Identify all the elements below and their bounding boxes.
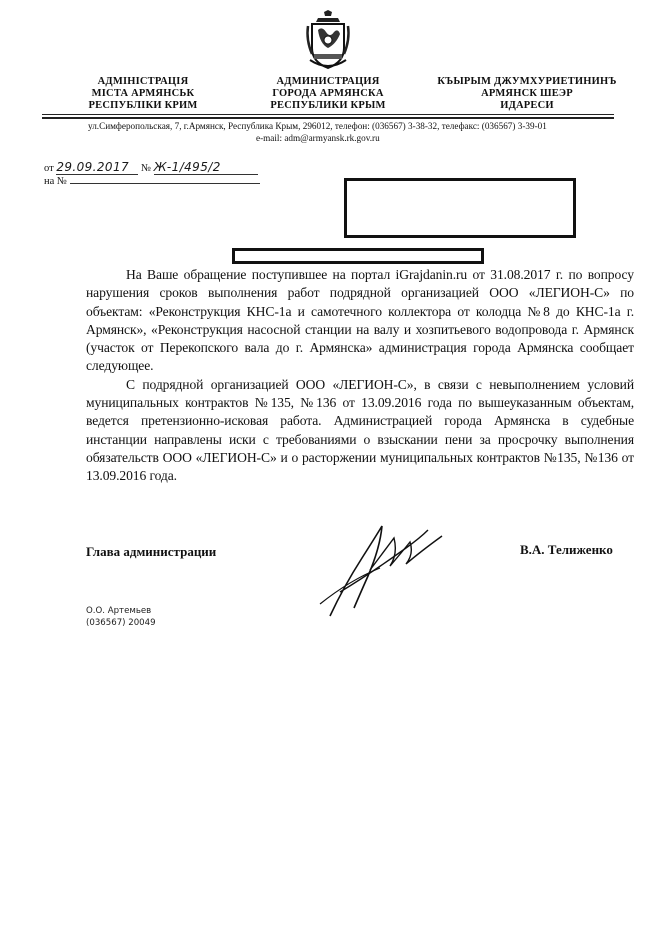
header-russian: [262, 76, 394, 112]
header-divider-thin: [42, 114, 614, 115]
letter-body: [86, 266, 634, 486]
handwritten-signature-icon: [310, 508, 450, 620]
signatory-title: Глава администрации: [86, 544, 217, 559]
body-paragraph-1: На Ваше обращение поступившее на портал iGrajdanin.ru от 31.08.2017 г. по вопросу нарушения сроков выполнения работ подрядной организацией ООО «ЛЕГИОН-С» по объектам: «Реконструкция КНС-1а и самотечного коллектора от колодца №8 до КНС-1а г. Армянск», «Реконструкция насосной станции на валу и хозпитьевого водопровода г. Армянск (участок от Перекопского вала до г. Армянска» администрация города Армянска сообщает следующее.: [86, 267, 634, 374]
header-center-line-2: ГОРОДА АРМЯНСКА: [272, 88, 384, 99]
header-left-line-1: АДМІНІСТРАЦІЯ: [97, 76, 189, 87]
executor-name: О.О. Артемьев: [86, 606, 152, 616]
header-right-line-1: КЪЫРЫМ ДЖУМХУРИЕТИНИНЪ: [437, 76, 617, 87]
executor-phone: (036567) 20049: [86, 618, 156, 628]
header-left-line-2: МІСТА АРМЯНСЬК: [91, 88, 195, 99]
date-value: 29.09.2017: [56, 160, 130, 174]
header-left-line-3: РЕСПУБЛІКИ КРИМ: [88, 100, 198, 111]
date-prefix: от: [44, 163, 54, 174]
registration-date-number: [44, 160, 258, 175]
header-crimean-tatar: [432, 76, 622, 112]
header-ukrainian: [78, 76, 208, 112]
reference-prefix: на №: [44, 176, 67, 187]
registration-reference: [44, 176, 260, 187]
header-divider-thick: [42, 117, 614, 119]
number-value: Ж-1/495/2: [153, 160, 221, 174]
executor-info: [86, 605, 156, 629]
redacted-recipient-block: [344, 178, 576, 238]
signatory-name: В.А. Телиженко: [520, 542, 613, 557]
number-prefix: №: [140, 163, 151, 174]
header-right-line-2: АРМЯНСК ШЕЭР: [481, 88, 573, 99]
body-paragraph-2: С подрядной организацией ООО «ЛЕГИОН-С», в связи с невыполнением условий муниципальных контрактов №135, №136 от 13.09.2016 года по вышеуказанным объектам, ведется претензионно-исковая работа. Администрацией города Армянска в судебные инстанции направлены иски с требованиями о взыскании пени за просрочку выполнения обязательств ООО «ЛЕГИОН-С» и о расторжении муниципальных контрактов №135, №136 от 13.09.2016 года.: [86, 376, 634, 484]
header-right-line-3: ИДАРЕСИ: [500, 100, 554, 111]
redacted-recipient-line: [232, 248, 484, 264]
contact-address-phone: ул.Симферопольская, 7, г.Армянск, Республика Крым, 296012, телефон: (036567) 3-38-32, телефакс: (036567) 3-39-01: [88, 121, 547, 131]
coat-of-arms-icon: [304, 10, 352, 72]
contact-email: e-mail: adm@armyansk.rk.gov.ru: [256, 133, 380, 143]
header-center-line-1: АДМИНИСТРАЦИЯ: [276, 76, 380, 87]
header-center-line-3: РЕСПУБЛИКИ КРЫМ: [270, 100, 386, 111]
